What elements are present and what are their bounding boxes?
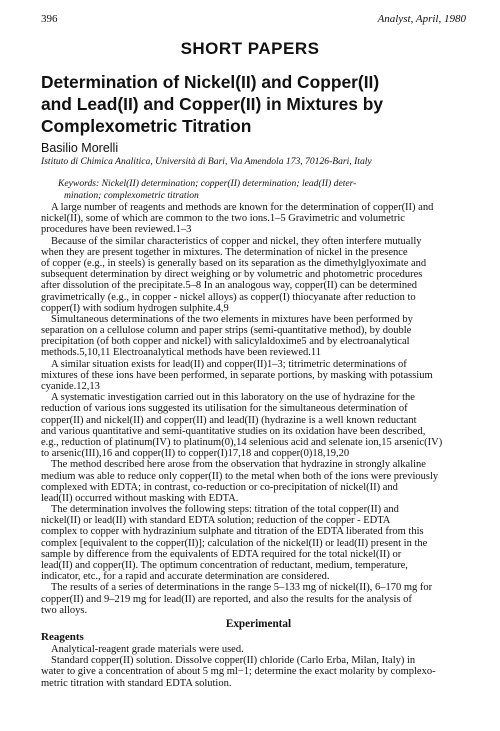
- author-name: Basilio Morelli: [41, 141, 119, 155]
- text-line: separation on a cellulose column and paper strips (semi-quantitative method), by double: [41, 325, 412, 337]
- text-line: sample by difference from the equivalents of EDTA required for the total nickel(II) or: [41, 548, 402, 560]
- body-text: [41, 202, 476, 616]
- text-line: copper(I) with sodium hydrogen sulphite.4,9: [41, 302, 229, 314]
- text-line: e.g., reduction of platinum(IV) to platinum(0),14 selenious acid and selenate ion,15 arsenic(IV): [41, 436, 443, 448]
- text-line: complex to copper with hydrazinium sulphate and titration of the EDTA liberated from this: [41, 526, 424, 538]
- keywords: [58, 178, 458, 201]
- text-line: nickel(II), some of which are common to the two ions.1–5 Gravimetric and volumetric: [41, 213, 405, 225]
- keywords-line: Keywords: Nickel(II) determination; copper(II) determination; lead(II) deter-: [58, 178, 357, 189]
- text-line: metric titration with standard EDTA solution.: [41, 677, 232, 689]
- text-line: nickel(II) or lead(II) with standard EDTA solution; reduction of the copper - EDTA: [41, 515, 391, 527]
- running-header: [41, 13, 466, 27]
- text-line: two alloys.: [41, 604, 88, 616]
- reagents-text: [41, 644, 476, 689]
- text-line: mixtures of these ions have been performed, in separate portions, by masking with potassium: [41, 369, 433, 381]
- section-heading: SHORT PAPERS: [180, 39, 320, 58]
- text-line: A systematic investigation carried out in this laboratory on the use of hydrazine for the: [51, 392, 415, 404]
- title-line: Complexometric Titration: [41, 116, 252, 136]
- text-line: complexed with EDTA; in contrast, co-reduction or co-precipitation of nickel(II) and: [41, 481, 398, 493]
- text-line: when they are present together in mixtures. The determination of nickel in the presence: [41, 246, 408, 258]
- text-line: Because of the similar characteristics of copper and nickel, they often interfere mutually: [51, 235, 422, 247]
- text-line: gravimetrically (e.g., in copper - nickel alloys) as copper(I) thiocyanate after reduction to: [41, 291, 416, 303]
- text-line: and various quantitative and semi-quantitative studies on its oxidation have been described,: [41, 425, 426, 437]
- text-line: indicator, etc., for a rapid and accurate determination are considered.: [41, 571, 330, 583]
- text-line: of copper (e.g., in steels) is generally based on its separation as the dimethylglyoximate and: [41, 257, 427, 269]
- text-line: lead(II) and copper(II). The optimum concentration of reductant, medium, temperature,: [41, 560, 408, 571]
- text-line: methods.5,10,11 Electroanalytical methods have been reviewed.11: [41, 347, 322, 359]
- title-line: Determination of Nickel(II) and Copper(II): [41, 72, 380, 92]
- text-line: Standard copper(II) solution. Dissolve copper(II) chloride (Carlo Erba, Milan, Italy) in: [51, 655, 416, 667]
- text-line: Analytical-reagent grade materials were used.: [51, 643, 244, 655]
- text-line: The results of a series of determinations in the range 5–133 mg of nickel(II), 6–170 mg for: [51, 582, 433, 594]
- text-line: A large number of reagents and methods are known for the determination of copper(II) and: [51, 202, 434, 213]
- text-line: The method described here arose from the observation that hydrazine in strongly alkaline: [51, 459, 426, 471]
- reagents-heading: Reagents: [41, 630, 84, 643]
- text-line: subsequent determination by direct weighing or by volumetric and photometric procedures: [41, 269, 423, 281]
- text-line: cyanide.12,13: [41, 381, 100, 392]
- experimental-heading: Experimental: [225, 617, 292, 630]
- text-line: procedures have been reviewed.1–3: [41, 224, 192, 236]
- text-line: water to give a concentration of about 5 mg ml−1; determine the exact molarity by complexo-: [41, 666, 436, 678]
- text-line: reduction of various ions suggested its utilisation for the simultaneous determination of: [41, 403, 408, 415]
- text-line: copper(II) and nickel(II) and copper(II) and lead(II) (hydrazine is a well known reductant: [41, 414, 417, 426]
- keywords-line: mination; complexometric titration: [64, 189, 199, 201]
- text-line: after dissolution of the precipitate.5–8 In an analogous way, copper(II) can be determined: [41, 280, 418, 292]
- text-line: copper(II) and 9–219 mg for lead(II) are reported, and also the results for the analysis of: [41, 593, 412, 605]
- journal-citation: Analyst, April, 1980: [377, 13, 466, 25]
- text-line: to arsenic(III),16 and copper(II) to copper(I)17,18 and copper(0)18,19,20: [41, 448, 350, 460]
- text-line: lead(II) occurred without masking with EDTA.: [41, 492, 239, 504]
- article-title: [41, 71, 481, 137]
- author-affiliation: Istituto di Chimica Analitica, Università di Bari, Via Amendola 173, 70126-Bari, Italy: [41, 156, 372, 167]
- text-line: precipitation (of both copper and nickel) with salicylaldoxime5 and by electroanalytical: [41, 336, 410, 348]
- page-number: 396: [41, 13, 58, 25]
- article-body: [41, 202, 476, 689]
- text-line: medium was able to reduce only copper(II) to the metal when both of the ions were previously: [41, 470, 439, 482]
- text-line: complex [equivalent to the copper(II)]; calculation of the nickel(II) or lead(II) present in the: [41, 537, 428, 549]
- text-line: The determination involves the following steps: titration of the total copper(II) and: [51, 504, 399, 516]
- text-line: A similar situation exists for lead(II) and copper(II)1–3; titrimetric determinations of: [51, 358, 407, 370]
- title-line: and Lead(II) and Copper(II) in Mixtures by: [41, 94, 384, 114]
- text-line: Simultaneous determinations of the two elements in mixtures have been performed by: [51, 313, 413, 325]
